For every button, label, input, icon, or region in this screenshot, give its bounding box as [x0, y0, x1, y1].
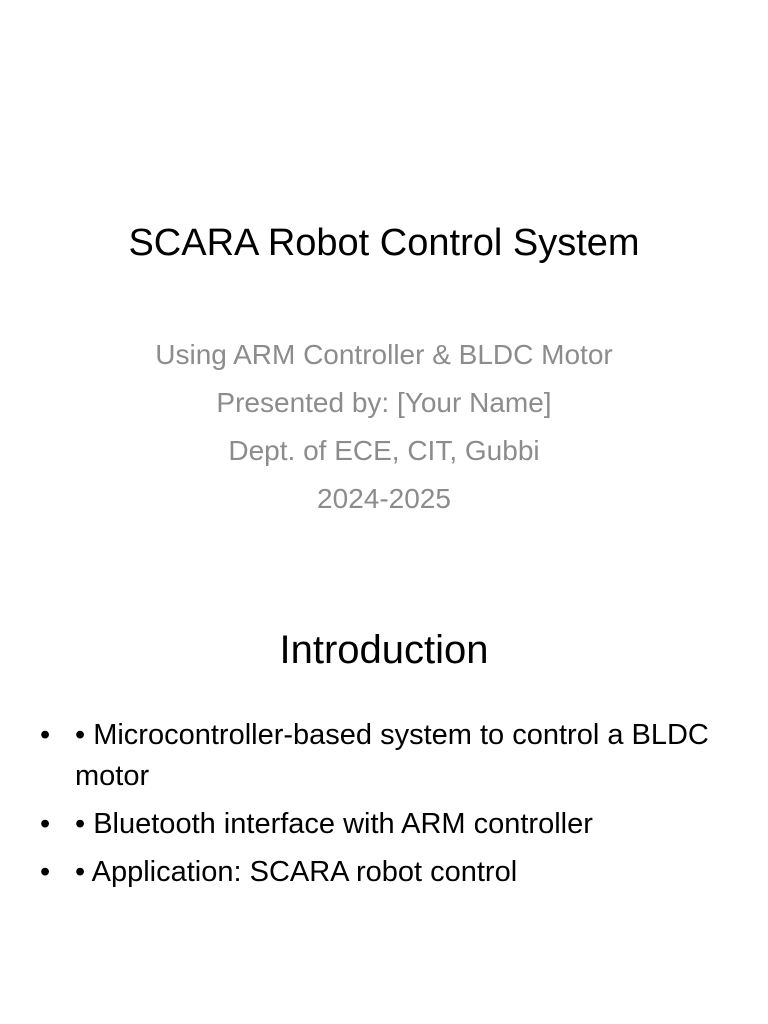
- bullet-list: [40, 715, 730, 900]
- bullet-icon: •: [40, 856, 51, 888]
- slide-title: SCARA Robot Control System: [128, 222, 640, 264]
- subtitle-line: 2024-2025: [317, 483, 451, 514]
- list-item: [40, 715, 730, 797]
- section-heading: Introduction: [279, 628, 489, 672]
- bullet-icon: •: [40, 719, 51, 751]
- list-item: [40, 804, 730, 845]
- list-item: [40, 852, 730, 893]
- slide-subtitle: [0, 331, 768, 523]
- list-item-text: • Bluetooth interface with ARM controller: [75, 808, 593, 840]
- subtitle-line: Presented by: [Your Name]: [216, 387, 552, 418]
- subtitle-line: Using ARM Controller & BLDC Motor: [155, 339, 613, 370]
- list-item-text: • Microcontroller-based system to control a BLDC motor: [75, 719, 709, 792]
- list-item-text: • Application: SCARA robot control: [75, 856, 518, 888]
- bullet-icon: •: [40, 808, 51, 840]
- subtitle-line: Dept. of ECE, CIT, Gubbi: [228, 435, 540, 466]
